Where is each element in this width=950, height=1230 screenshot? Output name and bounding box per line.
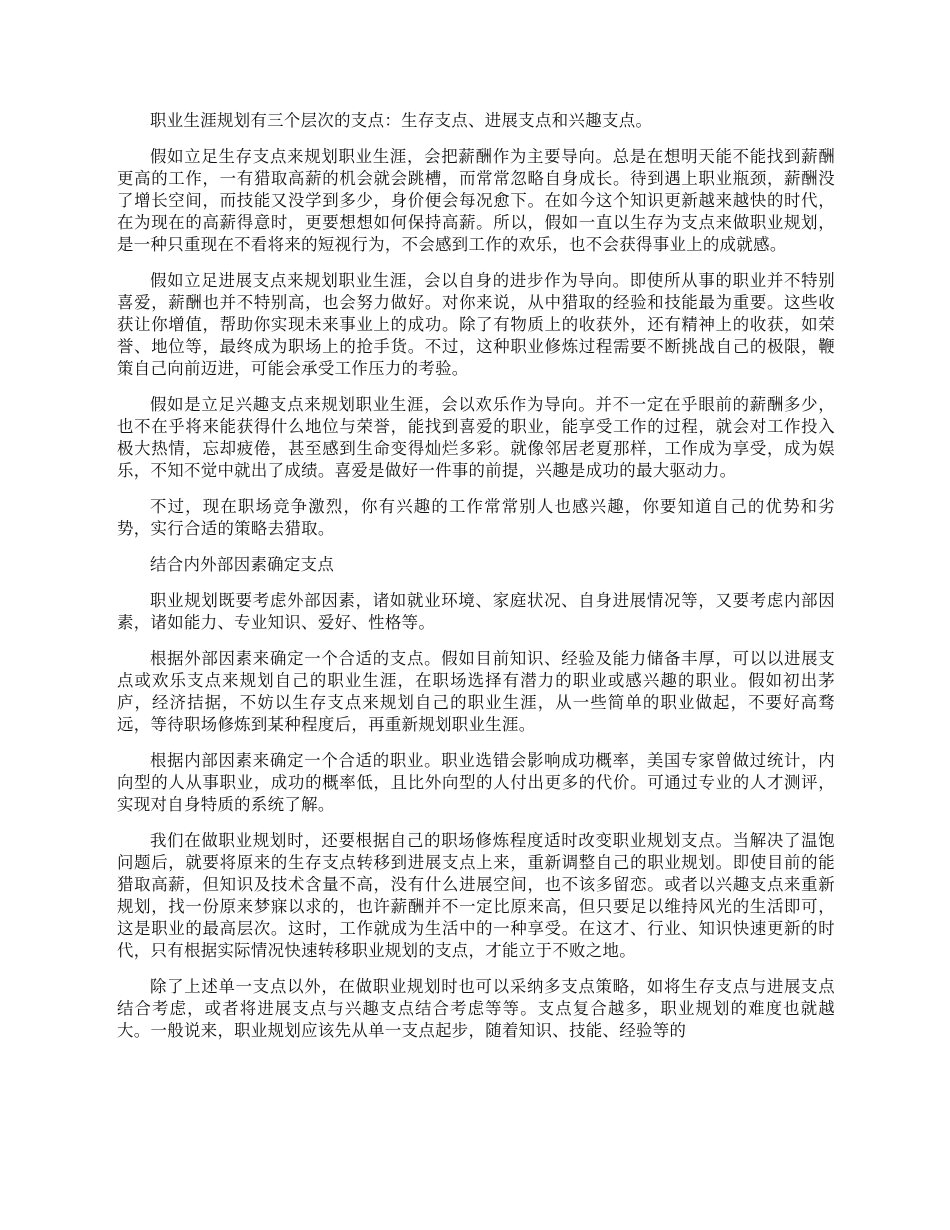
paragraph-competition: 不过，现在职场竞争激烈，你有兴趣的工作常常别人也感兴趣，你要知道自己的优势和劣势，实行合适的策略去猎取。 [117,497,835,538]
paragraph-interest-pivot: 假如是立足兴趣支点来规划职业生涯，会以欢乐作为导向。并不一定在乎眼前的薪酬多少，也不在乎将来能获得什么地位与荣誉，能找到喜爱的职业，能享受工作的过程，就会对工作投入极大热情，忘却疲倦，甚至感到生命变得灿烂多彩。就像邻居老夏那样，工作成为享受，成为娱乐，不知不觉中就出了成绩。喜爱是做好一件事的前提，兴趣是成功的最大驱动力。 [117,395,835,480]
section-heading: 结合内外部因素确定支点 [150,555,335,574]
paragraph-multi-pivot: 除了上述单一支点以外，在做职业规划时也可以采纳多支点策略，如将生存支点与进展支点结合考虑，或者将进展支点与兴趣支点结合考虑等等。支点复合越多，职业规划的难度也就越大。一般说来，职业规划应该先从单一支点起步，随着知识、技能、经验等的 [117,977,835,1040]
paragraph-internal-factors: 根据内部因素来确定一个合适的职业。职业选错会影响成功概率，美国专家曾做过统计，内向型的人从事职业，成功的概率低，且比外向型的人付出更多的代价。可通过专业的人才测评，实现对自身特质的系统了解。 [117,751,835,814]
paragraph-intro: 职业生涯规划有三个层次的支点：生存支点、进展支点和兴趣支点。 [150,111,653,130]
document-body [117,110,835,1056]
paragraph-factors: 职业规划既要考虑外部因素，诸如就业环境、家庭状况、自身进展情况等，又要考虑内部因素，诸如能力、专业知识、爱好、性格等。 [117,591,835,632]
paragraph-adjust-pivot: 我们在做职业规划时，还要根据自己的职场修炼程度适时改变职业规划支点。当解决了温饱问题后，就要将原来的生存支点转移到进展支点上来，重新调整自己的职业规划。即使目前的能猎取高薪，但知识及技术含量不高，没有什么进展空间，也不该多留恋。或者以兴趣支点来重新规划，找一份原来梦寐以求的，也许薪酬并不一定比原来高，但只要足以维持风光的生活即可，这是职业的最高层次。这时，工作就成为生活中的一种享受。在这才、行业、知识快速更新的时代，只有根据实际情况快速转移职业规划的支点，才能立于不败之地。 [117,831,835,960]
paragraph-external-factors: 根据外部因素来确定一个合适的支点。假如目前知识、经验及能力储备丰厚，可以以进展支点或欢乐支点来规划自己的职业生涯，在职场选择有潜力的职业或感兴趣的职业。假如初出茅庐，经济拮据，不妨以生存支点来规划自己的职业生涯，从一些简单的职业做起，不要好高骛远，等待职场修炼到某种程度后，再重新规划职业生涯。 [117,649,835,734]
paragraph-development-pivot: 假如立足进展支点来规划职业生涯，会以自身的进步作为导向。即使所从事的职业并不特别喜爱，薪酬也并不特别高，也会努力做好。对你来说，从中猎取的经验和技能最为重要。这些收获让你增值，帮助你实现未来事业上的成功。除了有物质上的收获外，还有精神上的收获，如荣誉、地位等，最终成为职场上的抢手货。不过，这种职业修炼过程需要不断挑战自己的极限，鞭策自己向前迈进，可能会承受工作压力的考验。 [117,271,835,378]
paragraph-survival-pivot: 假如立足生存支点来规划职业生涯，会把薪酬作为主要导向。总是在想明天能不能找到薪酬更高的工作，一有猎取高薪的机会就会跳槽，而常常忽略自身成长。待到遇上职业瓶颈，薪酬没了增长空间，而技能又没学到多少，身价便会每况愈下。在如今这个知识更新越来越快的时代，在为现在的高薪得意时，更要想想如何保持高薪。所以，假如一直以生存为支点来做职业规划，是一种只重现在不看将来的短视行为，不会感到工作的欢乐，也不会获得事业上的成就感。 [117,147,835,254]
